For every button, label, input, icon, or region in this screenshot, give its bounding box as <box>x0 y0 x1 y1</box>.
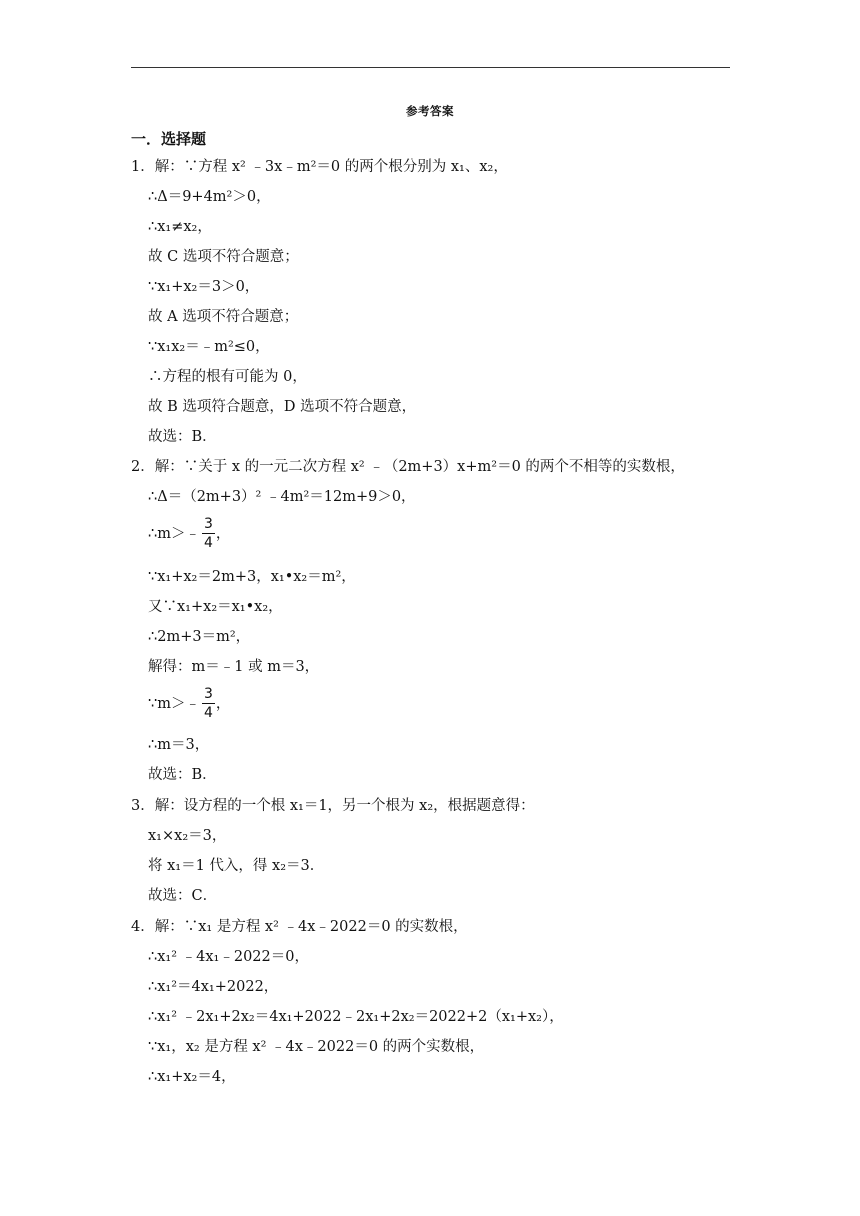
q1-line-8: ∴方程的根有可能为 0， <box>148 369 307 385</box>
q2-line-8-punct: ， <box>215 695 231 712</box>
q4-line-4: ∴x₁² ﹣2x₁+2x₂＝4x₁+2022﹣2x₁+2x₂＝2022+2（x₁+x₂）， <box>148 1009 564 1025</box>
q3-line-2: x₁×x₂＝3， <box>148 828 227 844</box>
q4-line-6: ∴x₁+x₂＝4， <box>148 1069 236 1085</box>
q2-line-8-text: ∵m＞﹣ <box>148 695 200 712</box>
q4-line-1: 4．解：∵x₁ 是方程 x² ﹣4x﹣2022＝0 的实数根， <box>131 919 468 935</box>
q2-line-3 <box>148 516 230 551</box>
section-heading: 一．选择题 <box>131 130 207 148</box>
q2-line-2: ∴Δ＝（2m+3）² ﹣4m²＝12m+9＞0， <box>148 489 416 505</box>
page-title: 参考答案 <box>406 104 454 118</box>
q2-line-3-punct: ， <box>215 525 231 542</box>
fraction <box>202 686 215 721</box>
q1-line-9: 故 B 选项符合题意，D 选项不符合题意， <box>148 399 417 415</box>
q3-line-1: 3．解：设方程的一个根 x₁＝1，另一个根为 x₂，根据题意得： <box>131 798 535 814</box>
q2-line-3-text: ∴m＞﹣ <box>148 525 200 542</box>
fraction <box>202 516 215 551</box>
q2-line-7: 解得：m＝﹣1 或 m＝3， <box>148 659 320 675</box>
fraction-denominator: 4 <box>203 705 213 721</box>
q4-line-2: ∴x₁² ﹣4x₁﹣2022＝0， <box>148 949 309 965</box>
q2-line-8 <box>148 686 230 721</box>
q2-line-10: 故选：B． <box>148 767 217 783</box>
fraction-numerator: 3 <box>203 516 213 532</box>
q1-line-1: 1．解：∵方程 x² ﹣3x﹣m²＝0 的两个根分别为 x₁、x₂， <box>131 159 508 175</box>
q2-line-5: 又∵x₁+x₂＝x₁•x₂， <box>148 599 283 615</box>
q3-line-3: 将 x₁＝1 代入，得 x₂＝3． <box>148 858 325 874</box>
header-rule <box>131 67 730 68</box>
fraction-numerator: 3 <box>203 686 213 702</box>
fraction-denominator: 4 <box>203 535 213 551</box>
q2-line-6: ∴2m+3＝m²， <box>148 629 251 645</box>
q1-line-10: 故选：B． <box>148 429 217 445</box>
q1-line-4: 故 C 选项不符合题意； <box>148 249 299 265</box>
q2-line-9: ∴m＝3， <box>148 737 210 753</box>
q1-line-7: ∵x₁x₂＝﹣m²≤0， <box>148 339 270 355</box>
q4-line-5: ∵x₁，x₂ 是方程 x² ﹣4x﹣2022＝0 的两个实数根， <box>148 1039 485 1055</box>
q1-line-2: ∴Δ＝9+4m²＞0， <box>148 189 271 205</box>
q1-line-6: 故 A 选项不符合题意； <box>148 309 299 325</box>
q1-line-5: ∵x₁+x₂＝3＞0， <box>148 279 260 295</box>
q2-line-4: ∵x₁+x₂＝2m+3，x₁•x₂＝m²， <box>148 569 356 585</box>
q3-line-4: 故选：C． <box>148 888 218 904</box>
q1-line-3: ∴x₁≠x₂， <box>148 219 212 235</box>
q4-line-3: ∴x₁²＝4x₁+2022， <box>148 979 279 995</box>
q2-line-1: 2．解：∵关于 x 的一元二次方程 x² ﹣（2m+3）x+m²＝0 的两个不相等的实数根， <box>131 459 685 475</box>
